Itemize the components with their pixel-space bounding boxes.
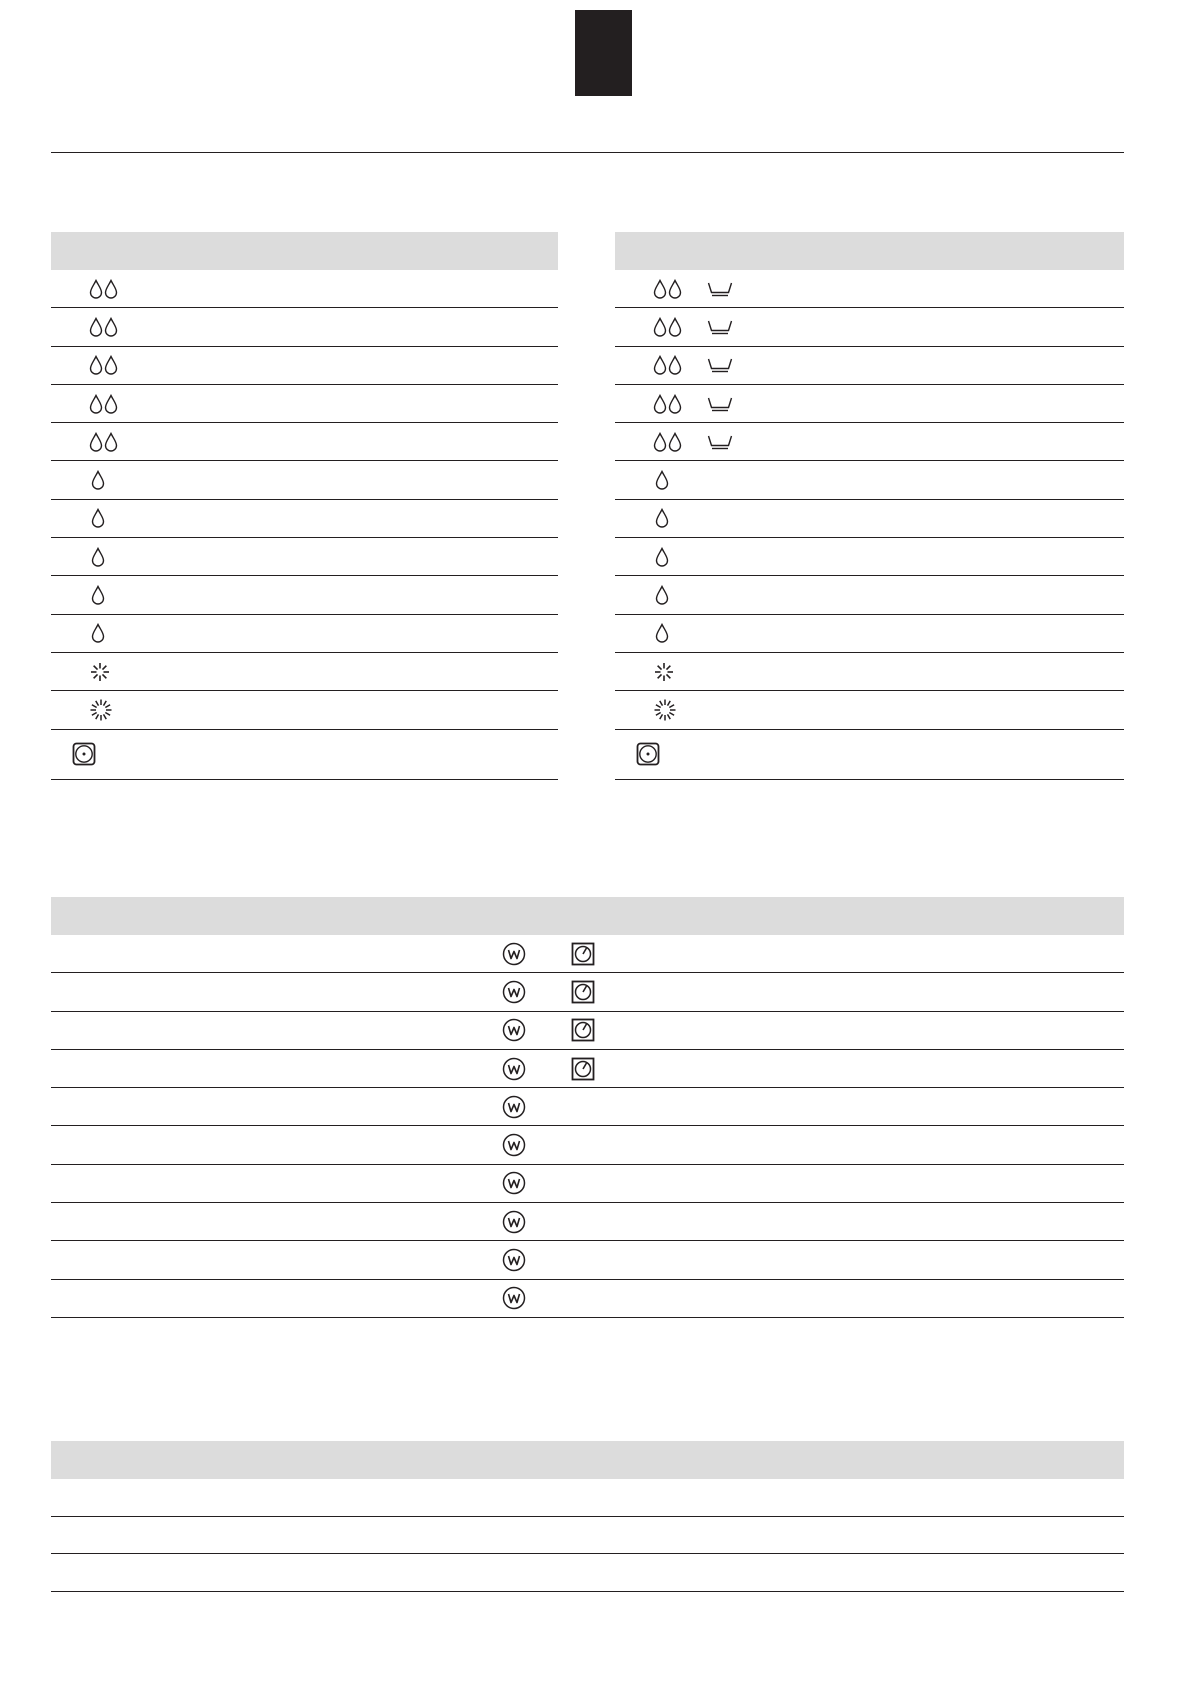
table-row (615, 308, 1124, 346)
table-row (51, 385, 558, 423)
table-row (615, 615, 1124, 653)
table-row (51, 1088, 1124, 1126)
table-row (51, 576, 558, 614)
w-circle-icon (502, 1018, 526, 1042)
table-row (51, 653, 558, 691)
table-row (615, 500, 1124, 538)
table-row (615, 423, 1124, 461)
table-mid (51, 897, 1124, 1318)
w-circle-icon (502, 942, 526, 966)
double-drop-icon (89, 394, 119, 414)
table-header (51, 897, 1124, 935)
table-row (51, 270, 558, 308)
basin-icon (707, 319, 733, 335)
table-row (51, 615, 558, 653)
basin-icon (707, 396, 733, 412)
drop-icon (655, 508, 669, 528)
basin-icon (707, 281, 733, 297)
drop-icon (91, 547, 105, 567)
drop-icon (655, 547, 669, 567)
sparkle-small-icon (653, 661, 675, 683)
table-top-right (615, 232, 1124, 780)
table-row (51, 730, 558, 780)
table-row (615, 691, 1124, 729)
drop-icon (91, 623, 105, 643)
timer-square-icon (571, 942, 595, 966)
w-circle-icon (502, 1248, 526, 1272)
table-body (51, 270, 558, 780)
drop-icon (655, 470, 669, 490)
double-drop-icon (89, 279, 119, 299)
table-header (51, 1441, 1124, 1479)
table-row (615, 270, 1124, 308)
table-top-left (51, 232, 558, 780)
table-row (51, 1554, 1124, 1592)
table-row (615, 653, 1124, 691)
drop-icon (655, 623, 669, 643)
double-drop-icon (653, 394, 683, 414)
table-row (51, 461, 558, 499)
sparkle-small-icon (89, 661, 111, 683)
drop-icon (91, 585, 105, 605)
double-drop-icon (653, 355, 683, 375)
drop-icon (655, 585, 669, 605)
drop-icon (91, 470, 105, 490)
table-row (51, 423, 558, 461)
table-row (51, 538, 558, 576)
section-tab-marker (575, 10, 632, 96)
table-row (51, 1126, 1124, 1164)
double-drop-icon (89, 317, 119, 337)
basin-icon (707, 434, 733, 450)
sparkle-large-icon (89, 698, 113, 722)
w-circle-icon (502, 1210, 526, 1234)
table-row (51, 1280, 1124, 1318)
table-row (51, 1479, 1124, 1517)
basin-icon (707, 357, 733, 373)
timer-square-icon (571, 1057, 595, 1081)
table-row (51, 1012, 1124, 1050)
table-header (51, 232, 558, 270)
w-circle-icon (502, 1286, 526, 1310)
table-row (51, 1241, 1124, 1279)
double-drop-icon (89, 355, 119, 375)
table-body (615, 270, 1124, 780)
table-bottom (51, 1441, 1124, 1592)
w-circle-icon (502, 980, 526, 1004)
sparkle-large-icon (653, 698, 677, 722)
table-row (51, 1517, 1124, 1555)
table-row (615, 730, 1124, 780)
table-row (51, 691, 558, 729)
drop-icon (91, 508, 105, 528)
w-circle-icon (502, 1171, 526, 1195)
table-row (51, 1050, 1124, 1088)
table-row (51, 1165, 1124, 1203)
table-row (51, 308, 558, 346)
table-row (615, 347, 1124, 385)
dryer-square-icon (636, 742, 660, 766)
w-circle-icon (502, 1095, 526, 1119)
table-row (51, 347, 558, 385)
header-rule (51, 152, 1124, 153)
double-drop-icon (89, 432, 119, 452)
table-row (51, 1203, 1124, 1241)
table-row (615, 538, 1124, 576)
double-drop-icon (653, 432, 683, 452)
double-drop-icon (653, 279, 683, 299)
table-header (615, 232, 1124, 270)
table-row (51, 973, 1124, 1011)
table-body (51, 1479, 1124, 1592)
table-row (615, 461, 1124, 499)
dryer-square-icon (72, 742, 96, 766)
timer-square-icon (571, 980, 595, 1004)
table-row (51, 935, 1124, 973)
table-row (51, 500, 558, 538)
timer-square-icon (571, 1018, 595, 1042)
w-circle-icon (502, 1133, 526, 1157)
double-drop-icon (653, 317, 683, 337)
table-row (615, 576, 1124, 614)
w-circle-icon (502, 1057, 526, 1081)
table-row (615, 385, 1124, 423)
table-body (51, 935, 1124, 1318)
